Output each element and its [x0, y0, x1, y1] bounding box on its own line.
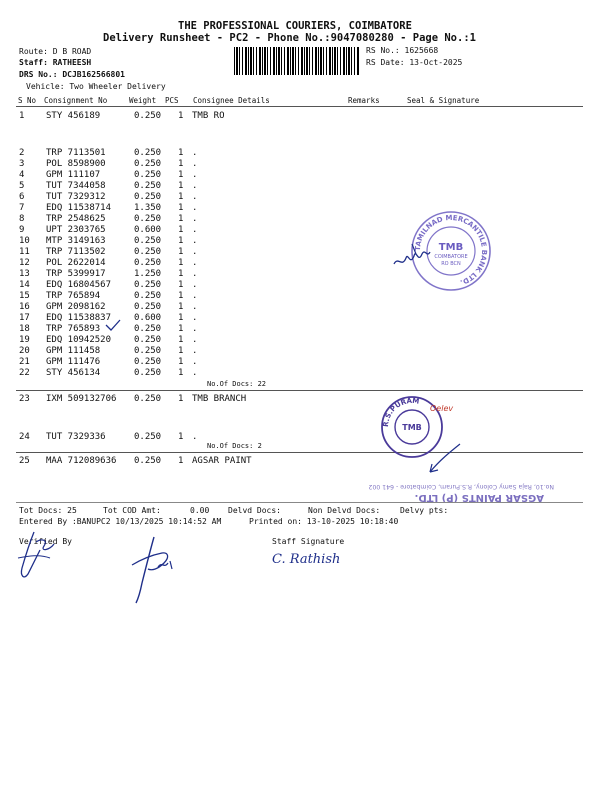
table-row [0, 236, 600, 247]
row-weight: 0.250 [134, 258, 162, 268]
row-consignee: . [192, 170, 198, 180]
table-row [0, 302, 600, 313]
group-divider-2 [16, 452, 583, 453]
rs-date: RS Date: 13-Oct-2025 [366, 58, 463, 67]
agsar-stamp-address: No.10, Raja Samy Colony, R.S.Puram, Coimbatore - 641 002 [368, 483, 554, 490]
row-consignee: . [192, 432, 198, 442]
table-row [0, 159, 600, 170]
entered-by: Entered By :BANUPC2 10/13/2025 10:14:52 AM [19, 517, 222, 526]
row-consignment-no: MTP 3149163 [46, 236, 106, 246]
table-row [0, 346, 600, 357]
row-consignment-no: GPM 2098162 [46, 302, 106, 312]
row-consignment-no: TRP 2548625 [46, 214, 106, 224]
row-pieces: 1 [178, 456, 184, 466]
row-pieces: 1 [178, 181, 184, 191]
table-row [0, 247, 600, 258]
row-pieces: 1 [178, 258, 184, 268]
row-consignment-no: TRP 7113501 [46, 148, 106, 158]
row-consignee: . [192, 236, 198, 246]
row-consignment-no: GPM 111476 [46, 357, 101, 367]
row-consignment-no: TUT 7344058 [46, 181, 106, 191]
verifier-signature-1 [14, 528, 74, 584]
total-docs: Tot Docs: 25 [19, 506, 77, 515]
col-remarks: Remarks [348, 96, 380, 105]
row-serial: 14 [19, 280, 30, 290]
row-serial: 3 [19, 159, 25, 169]
row-weight: 0.250 [134, 236, 162, 246]
row-pieces: 1 [178, 269, 184, 279]
table-row [0, 432, 600, 443]
row-weight: 0.600 [134, 313, 162, 323]
row-pieces: 1 [178, 346, 184, 356]
row-consignment-no: GPM 111458 [46, 346, 101, 356]
company-name: THE PROFESSIONAL COURIERS, COIMBATORE [178, 20, 412, 32]
row-serial: 16 [19, 302, 30, 312]
row-serial: 11 [19, 247, 30, 257]
row-pieces: 1 [178, 225, 184, 235]
row-pieces: 1 [178, 111, 184, 121]
row-consignee: . [192, 203, 198, 213]
row-consignee: . [192, 247, 198, 257]
row-weight: 0.250 [134, 368, 162, 378]
row-serial: 23 [19, 394, 30, 404]
row-consignee: . [192, 258, 198, 268]
row-consignee: TMB RO [192, 111, 225, 121]
row-weight: 0.250 [134, 192, 162, 202]
row-consignee: . [192, 302, 198, 312]
row-serial: 24 [19, 432, 30, 442]
header-divider [16, 106, 583, 107]
row-consignment-no: STY 456189 [46, 111, 101, 121]
row-serial: 25 [19, 456, 30, 466]
table-row [0, 335, 600, 346]
row-consignee: . [192, 313, 198, 323]
row-serial: 4 [19, 170, 25, 180]
staff-handwritten-signature: C. Rathish [272, 552, 341, 567]
row-pieces: 1 [178, 280, 184, 290]
row-consignment-no: TRP 5399917 [46, 269, 106, 279]
row-serial: 17 [19, 313, 30, 323]
delivery-points: Delvy pts: [400, 506, 449, 515]
row-pieces: 1 [178, 335, 184, 345]
col-consignee: Consignee Details [193, 96, 270, 105]
barcode [234, 47, 360, 75]
table-row [0, 258, 600, 269]
table-row [0, 181, 600, 192]
row-pieces: 1 [178, 324, 184, 334]
receiver-signature-1 [392, 238, 432, 278]
row-pieces: 1 [178, 148, 184, 158]
table-row [0, 313, 600, 324]
row-serial: 10 [19, 236, 30, 246]
row-consignee: . [192, 148, 198, 158]
table-row [0, 368, 600, 379]
row-consignee: . [192, 324, 198, 334]
row-consignee: . [192, 225, 198, 235]
row-serial: 18 [19, 324, 30, 334]
row-consignment-no: STY 456134 [46, 368, 101, 378]
row-serial: 6 [19, 192, 25, 202]
tick-mark [104, 318, 122, 332]
row-consignee: TMB BRANCH [192, 394, 247, 404]
row-pieces: 1 [178, 357, 184, 367]
table-row [0, 111, 600, 122]
bank-seal-sub2: RO BCN [441, 261, 461, 267]
bank-seal-center: TMB [438, 242, 464, 253]
row-weight: 0.250 [134, 111, 162, 121]
row-pieces: 1 [178, 302, 184, 312]
row-consignee: . [192, 192, 198, 202]
group-total-1: No.Of Docs: 22 [207, 380, 267, 388]
row-pieces: 1 [178, 192, 184, 202]
row-pieces: 1 [178, 313, 184, 323]
drs-number: DRS No.: DCJB162566801 [19, 70, 125, 79]
row-consignment-no: MAA 712089636 [46, 456, 117, 466]
row-consignment-no: UPT 2303765 [46, 225, 106, 235]
table-row [0, 225, 600, 236]
row-pieces: 1 [178, 368, 184, 378]
row-weight: 0.250 [134, 280, 162, 290]
row-weight: 0.250 [134, 324, 162, 334]
footer-divider [16, 502, 583, 503]
row-serial: 7 [19, 203, 25, 213]
branch-seal-center: TMB [402, 423, 422, 432]
col-seal: Seal & Signature [407, 96, 480, 105]
row-weight: 0.250 [134, 148, 162, 158]
bank-seal-ring-text: TAMILNAD MERCANTILE BANK LTD. [413, 213, 489, 287]
row-consignee: . [192, 346, 198, 356]
row-pieces: 1 [178, 236, 184, 246]
row-pieces: 1 [178, 170, 184, 180]
row-consignee: . [192, 181, 198, 191]
row-consignee: . [192, 357, 198, 367]
row-consignment-no: TUT 7329312 [46, 192, 106, 202]
group-divider-1 [16, 390, 583, 391]
row-weight: 0.250 [134, 394, 162, 404]
row-weight: 1.250 [134, 269, 162, 279]
row-consignee: . [192, 335, 198, 345]
row-serial: 15 [19, 291, 30, 301]
row-serial: 22 [19, 368, 30, 378]
row-pieces: 1 [178, 159, 184, 169]
col-pcs: PCS [165, 96, 179, 105]
table-row [0, 192, 600, 203]
table-row [0, 214, 600, 225]
row-consignment-no: POL 8598900 [46, 159, 106, 169]
row-weight: 0.250 [134, 159, 162, 169]
row-serial: 19 [19, 335, 30, 345]
row-consignment-no: GPM 111107 [46, 170, 101, 180]
row-weight: 0.250 [134, 181, 162, 191]
group-total-2: No.Of Docs: 2 [207, 442, 262, 450]
total-cod-label: Tot COD Amt: [103, 506, 161, 515]
row-consignee: AGSAR PAINT [192, 456, 252, 466]
col-weight: Weight [129, 96, 157, 105]
row-pieces: 1 [178, 214, 184, 224]
row-serial: 5 [19, 181, 25, 191]
row-serial: 2 [19, 148, 25, 158]
row-serial: 8 [19, 214, 25, 224]
row-weight: 0.250 [134, 432, 162, 442]
row-consignment-no: TRP 765893 [46, 324, 101, 334]
vehicle-label: Vehicle: Two Wheeler Delivery [26, 82, 166, 91]
row-weight: 0.250 [134, 357, 162, 367]
table-row [0, 357, 600, 368]
delivered-docs: Delvd Docs: [228, 506, 281, 515]
row-consignment-no: TRP 765894 [46, 291, 101, 301]
route-label: Route: D B ROAD [19, 47, 92, 56]
row-consignee: . [192, 280, 198, 290]
row-weight: 1.350 [134, 203, 162, 213]
row-serial: 9 [19, 225, 25, 235]
total-cod-value: 0.00 [190, 506, 210, 515]
row-serial: 13 [19, 269, 30, 279]
row-serial: 21 [19, 357, 30, 367]
row-weight: 0.250 [134, 302, 162, 312]
row-pieces: 1 [178, 432, 184, 442]
row-consignee: . [192, 214, 198, 224]
row-consignment-no: EDQ 11538714 [46, 203, 112, 213]
table-row [0, 280, 600, 291]
row-consignment-no: EDQ 16804567 [46, 280, 112, 290]
row-weight: 0.250 [134, 170, 162, 180]
branch-seal-ring-text: R.S.PURAM [381, 396, 420, 428]
row-weight: 0.600 [134, 225, 162, 235]
staff-signature-label: Staff Signature [272, 537, 345, 546]
runsheet-title: Delivery Runsheet - PC2 - Phone No.:9047080280 - Page No.:1 [103, 32, 476, 44]
row-weight: 0.250 [134, 346, 162, 356]
row-consignment-no: EDQ 11538837 [46, 313, 112, 323]
table-row [0, 394, 600, 405]
row-weight: 0.250 [134, 335, 162, 345]
table-row [0, 148, 600, 159]
agsar-stamp-title: AGSAR PAINTS (P) LTD. [414, 492, 544, 503]
agsar-stamp [364, 466, 554, 506]
row-weight: 0.250 [134, 291, 162, 301]
row-pieces: 1 [178, 203, 184, 213]
printed-on: Printed on: 13-10-2025 10:18:40 [249, 517, 399, 526]
row-consignee: . [192, 159, 198, 169]
row-consignment-no: EDQ 10942520 [46, 335, 112, 345]
row-pieces: 1 [178, 247, 184, 257]
table-row [0, 203, 600, 214]
col-sno: S No [18, 96, 37, 105]
staff-label: Staff: RATHEESH [19, 58, 92, 67]
table-row [0, 324, 600, 335]
rs-number: RS No.: 1625668 [366, 46, 439, 55]
row-weight: 0.250 [134, 456, 162, 466]
row-weight: 0.250 [134, 247, 162, 257]
table-row [0, 170, 600, 181]
verifier-signature-2 [128, 535, 184, 605]
row-serial: 20 [19, 346, 30, 356]
row-consignee: . [192, 368, 198, 378]
row-consignment-no: TRP 7113502 [46, 247, 106, 257]
row-consignee: . [192, 291, 198, 301]
col-consignment: Consignment No [44, 96, 108, 105]
row-pieces: 1 [178, 291, 184, 301]
table-row [0, 269, 600, 280]
red-initial-mark: Oelev [430, 404, 454, 413]
row-consignment-no: POL 2622014 [46, 258, 106, 268]
row-consignee: . [192, 269, 198, 279]
row-pieces: 1 [178, 394, 184, 404]
row-consignment-no: TUT 7329336 [46, 432, 106, 442]
non-delivered-docs: Non Delvd Docs: [308, 506, 381, 515]
row-serial: 12 [19, 258, 30, 268]
verified-by-label: Verified By [19, 537, 72, 546]
table-row [0, 291, 600, 302]
row-weight: 0.250 [134, 214, 162, 224]
row-consignment-no: IXM 509132706 [46, 394, 117, 404]
row-serial: 1 [19, 111, 25, 121]
bank-seal-sub: COIMBATORE [434, 254, 468, 260]
